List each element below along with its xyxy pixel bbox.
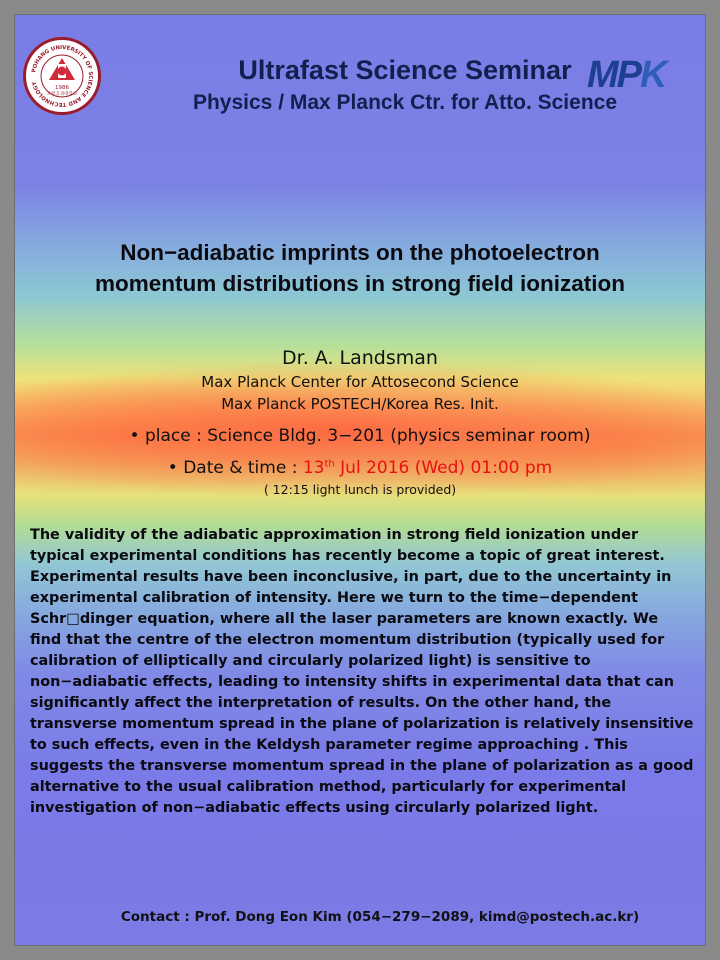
date-line (15, 458, 705, 478)
date-suffix: th (324, 458, 335, 470)
mpk-logo-text-mp: MP (587, 54, 640, 96)
talk-title-line-1: Non−adiabatic imprints on the photoelectron (120, 240, 600, 265)
speaker-name: Dr. A. Landsman (282, 347, 438, 369)
talk-title (15, 237, 705, 299)
lunch-note: ( 12:15 light lunch is provided) (263, 482, 457, 497)
seminar-poster (15, 15, 705, 945)
abstract-text: The validity of the adiabatic approximation in strong field ionization under typical experimental conditions has recently become a topic of great interest. Experimental results have been inconclusive, in part, due to the uncertainty in experimental calibration of intensity. Here we turn to the time−dependent Schr□dinger equation, where all the laser parameters are known exactly. We find that the centre of the electron momentum distribution (typically used for calibration of elliptically and circularly polarized light) is sensitive to non−adiabatic effects, leading to intensity shifts in experimental data that can significantly affect the interpretation of results. On the other hand, the transverse momentum spread in the plane of polarization is relatively insensitive to such effects, even in the Keldysh parameter regime approaching . This suggests the transverse momentum spread in the plane of polarization as a good alternative to the usual calibration method, particularly for experimental investigation of non−adiabatic effects using circularly polarized light. (30, 527, 694, 816)
talk-title-line-2: momentum distributions in strong field ionization (95, 271, 625, 296)
series-subtitle: Physics / Max Planck Ctr. for Atto. Science (192, 91, 618, 114)
speaker-affiliation-1: Max Planck Center for Attosecond Science (201, 373, 519, 391)
seal-korean-name: 포항공과대학교 (46, 92, 78, 97)
series-title: Ultrafast Science Seminar (238, 55, 572, 85)
contact-line: Contact : Prof. Dong Eon Kim (054−279−2089, kimd@postech.ac.kr) (120, 909, 640, 925)
place-line (15, 426, 705, 446)
mpk-logo-text-k: K (640, 54, 666, 96)
place-value: Science Bldg. 3−201 (physics seminar room) (207, 426, 591, 446)
date-day: 13 (302, 458, 325, 478)
date-rest: Jul 2016 (Wed) 01:00 pm (334, 458, 553, 478)
speaker-affiliation-2: Max Planck POSTECH/Korea Res. Init. (221, 395, 499, 413)
seal-year: 1986 (55, 85, 69, 91)
date-label: • Date & time : (167, 458, 303, 478)
date-value (303, 458, 552, 478)
seal-ring-text: POHANG UNIVERSITY OF SCIENCE AND TECHNOLOGY (31, 44, 94, 108)
place-label: • place : (129, 426, 208, 446)
